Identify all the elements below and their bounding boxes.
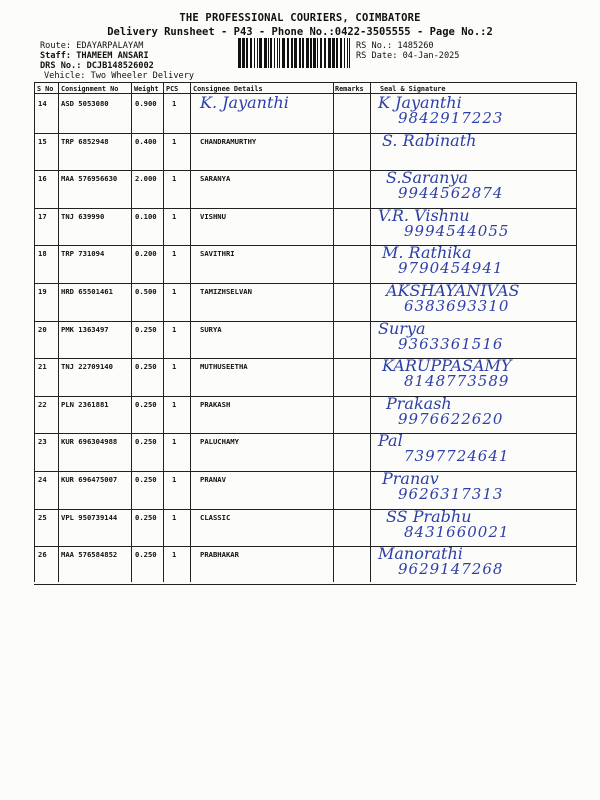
table-column-rule — [163, 82, 164, 582]
cell-consignee: SURYA — [200, 325, 222, 334]
staff: Staff: THAMEEM ANSARI — [40, 51, 149, 61]
cell-consignee: CLASSIC — [200, 513, 231, 522]
cell-consignee: PALUCHAMY — [200, 437, 239, 446]
cell-weight: 0.250 — [135, 550, 157, 559]
signature-phone: 9994544055 — [404, 222, 510, 240]
col-header-consignee: Consignee Details — [193, 85, 263, 93]
rs-number: RS No.: 1485260 — [356, 41, 434, 51]
drs-number: DRS No.: DCJB148526002 — [40, 61, 154, 71]
cell-pcs: 1 — [172, 99, 177, 108]
cell-pcs: 1 — [172, 249, 177, 258]
table-rule — [34, 82, 576, 83]
table-rule — [34, 471, 576, 472]
cell-sno: 20 — [38, 325, 47, 334]
table-rule — [34, 93, 576, 94]
signature-phone: 6383693310 — [404, 297, 510, 315]
rs-date: RS Date: 04-Jan-2025 — [356, 51, 460, 61]
table-column-rule — [370, 82, 371, 582]
cell-sno: 19 — [38, 287, 47, 296]
cell-weight: 0.250 — [135, 513, 157, 522]
cell-consignment: TNJ 639990 — [61, 212, 105, 221]
handwritten-consignee: K. Jayanthi — [200, 93, 289, 112]
vehicle: Vehicle: Two Wheeler Delivery — [44, 71, 195, 81]
table-column-rule — [58, 82, 59, 582]
table-rule — [34, 133, 576, 134]
signature-phone: 9842917223 — [398, 109, 504, 127]
table-rule — [34, 509, 576, 510]
cell-consignment: MAA 576956630 — [61, 174, 118, 183]
signature-name: K Jayanthi — [378, 93, 462, 112]
col-header-consignment: Consignment No — [61, 85, 119, 93]
cell-consignee: PRAKASH — [200, 400, 231, 409]
cell-sno: 17 — [38, 212, 47, 221]
cell-consignment: ASD 5053080 — [61, 99, 109, 108]
col-header-signature: Seal & Signature — [380, 85, 446, 93]
cell-consignment: HRD 65501461 — [61, 287, 113, 296]
signature-name: S.Saranya — [386, 168, 469, 187]
table-column-rule — [576, 82, 577, 582]
cell-consignment: KUR 696304988 — [61, 437, 118, 446]
cell-pcs: 1 — [172, 137, 177, 146]
cell-weight: 0.250 — [135, 400, 157, 409]
cell-consignment: KUR 696475007 — [61, 475, 118, 484]
signature-phone: 8431660021 — [404, 523, 510, 541]
cell-consignee: PRANAV — [200, 475, 226, 484]
cell-pcs: 1 — [172, 362, 177, 371]
table-rule — [34, 396, 576, 397]
signature-name: Manorathi — [378, 544, 463, 563]
cell-weight: 2.000 — [135, 174, 157, 183]
cell-weight: 0.100 — [135, 212, 157, 221]
cell-pcs: 1 — [172, 550, 177, 559]
cell-consignment: MAA 576584852 — [61, 550, 118, 559]
col-header-sno: S No — [37, 85, 54, 93]
cell-sno: 18 — [38, 249, 47, 258]
signature-name: M. Rathika — [382, 243, 472, 262]
cell-sno: 14 — [38, 99, 47, 108]
signature-name: Surya — [378, 319, 426, 338]
cell-weight: 0.250 — [135, 437, 157, 446]
cell-sno: 25 — [38, 513, 47, 522]
cell-sno: 15 — [38, 137, 47, 146]
cell-consignment: TRP 6852948 — [61, 137, 109, 146]
signature-phone: 9626317313 — [398, 485, 504, 503]
signature-name: SS Prabhu — [386, 507, 472, 526]
cell-consignment: PMK 1363497 — [61, 325, 109, 334]
cell-pcs: 1 — [172, 475, 177, 484]
signature-phone: 9944562874 — [398, 184, 504, 202]
cell-weight: 0.200 — [135, 249, 157, 258]
cell-sno: 16 — [38, 174, 47, 183]
signature-phone: 7397724641 — [404, 447, 510, 465]
table-rule — [34, 321, 576, 322]
cell-weight: 0.400 — [135, 137, 157, 146]
cell-consignee: TAMIZHSELVAN — [200, 287, 252, 296]
table-rule — [34, 245, 576, 246]
signature-name: KARUPPASAMY — [382, 356, 512, 375]
cell-consignment: TNJ 22709140 — [61, 362, 113, 371]
table-rule — [34, 433, 576, 434]
cell-pcs: 1 — [172, 400, 177, 409]
runsheet-subtitle: Delivery Runsheet - P43 - Phone No.:0422-3505555 - Page No.:2 — [107, 26, 493, 38]
col-header-remarks: Remarks — [335, 85, 364, 93]
cell-sno: 22 — [38, 400, 47, 409]
table-column-rule — [131, 82, 132, 582]
cell-weight: 0.250 — [135, 325, 157, 334]
barcode-image — [238, 38, 350, 68]
cell-sno: 24 — [38, 475, 47, 484]
table-rule — [34, 546, 576, 547]
cell-sno: 23 — [38, 437, 47, 446]
signature-phone: 9629147268 — [398, 560, 504, 578]
cell-sno: 21 — [38, 362, 47, 371]
cell-consignee: VISHNU — [200, 212, 226, 221]
signature-name: V.R. Vishnu — [378, 206, 470, 225]
cell-weight: 0.250 — [135, 475, 157, 484]
route: Route: EDAYARPALAYAM — [40, 41, 144, 51]
company-title: THE PROFESSIONAL COURIERS, COIMBATORE — [179, 12, 421, 24]
cell-consignee: PRABHAKAR — [200, 550, 239, 559]
cell-consignment: TRP 731094 — [61, 249, 105, 258]
col-header-pcs: PCS — [166, 85, 179, 93]
signature-name: Pranav — [382, 469, 439, 488]
table-rule — [34, 584, 576, 585]
signature-name: S. Rabinath — [382, 131, 477, 150]
signature-name: Pal — [378, 431, 403, 450]
cell-pcs: 1 — [172, 212, 177, 221]
cell-sno: 26 — [38, 550, 47, 559]
cell-consignee: MUTHUSEETHA — [200, 362, 248, 371]
table-column-rule — [34, 82, 35, 582]
cell-consignee: SAVITHRI — [200, 249, 235, 258]
table-rule — [34, 208, 576, 209]
cell-pcs: 1 — [172, 287, 177, 296]
signature-name: Prakash — [386, 394, 452, 413]
cell-weight: 0.250 — [135, 362, 157, 371]
col-header-weight: Weight — [134, 85, 159, 93]
cell-consignment: VPL 950739144 — [61, 513, 118, 522]
cell-consignment: PLN 2361881 — [61, 400, 109, 409]
cell-consignee: SARANYA — [200, 174, 231, 183]
cell-pcs: 1 — [172, 437, 177, 446]
table-rule — [34, 170, 576, 171]
table-column-rule — [333, 82, 334, 582]
cell-pcs: 1 — [172, 325, 177, 334]
signature-name: AKSHAYANIVAS — [386, 281, 520, 300]
cell-pcs: 1 — [172, 513, 177, 522]
signature-phone: 8148773589 — [404, 372, 510, 390]
table-column-rule — [190, 82, 191, 582]
signature-phone: 9363361516 — [398, 335, 504, 353]
signature-phone: 9790454941 — [398, 259, 504, 277]
cell-consignee: CHANDRAMURTHY — [200, 137, 257, 146]
cell-weight: 0.900 — [135, 99, 157, 108]
signature-phone: 9976622620 — [398, 410, 504, 428]
cell-pcs: 1 — [172, 174, 177, 183]
cell-weight: 0.500 — [135, 287, 157, 296]
